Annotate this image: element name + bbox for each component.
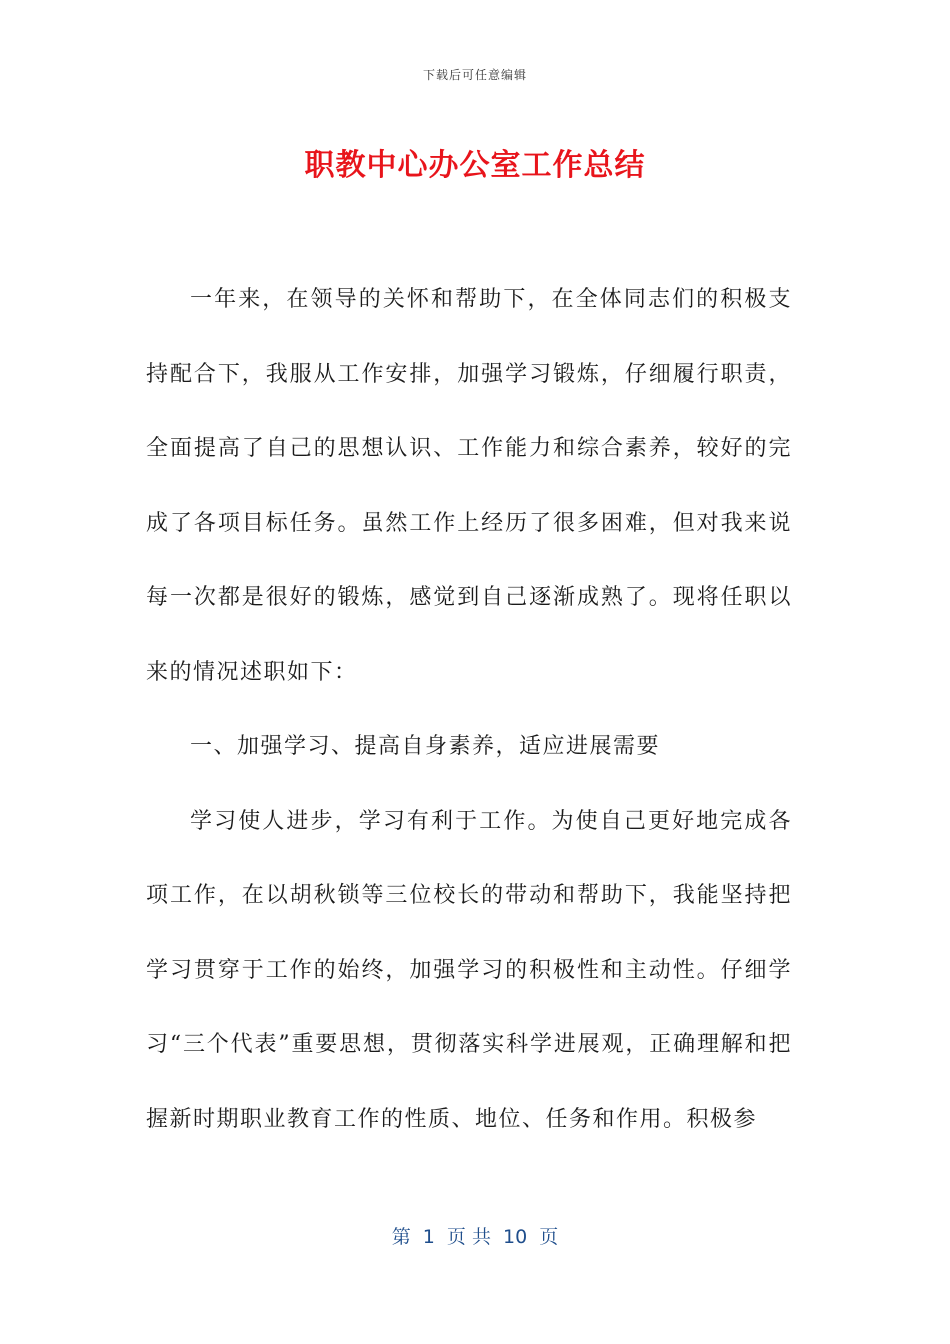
body-paragraph: 一年来，在领导的关怀和帮助下，在全体同志们的积极支持配合下，我服从工作安排，加强学习锻炼，仔细履行职责，全面提高了自己的思想认识、工作能力和综合素养，较好的完成了各项目标任务。虽然工作上经历了很多困难，但对我来说每一次都是很好的锻炼，感觉到自己逐渐成熟了。现将任职以来的情况述职如下： bbox=[146, 287, 792, 685]
section-heading: 一、加强学习、提高自身素养，适应进展需要 bbox=[190, 734, 661, 759]
body-paragraph: 学习使人进步，学习有利于工作。为使自己更好地完成各项工作，在以胡秋锁等三位校长的带动和帮助下，我能坚持把学习贯穿于工作的始终，加强学习的积极性和主动性。仔细学习“三个代表”重要思想，贯彻落实科学进展观，正确理解和把握新时期职业教育工作的性质、地位、任务和作用。积极参 bbox=[146, 808, 792, 1132]
page-footer: 第 1 页 共 10 页 bbox=[391, 1226, 559, 1248]
document-title: 职教中心办公室工作总结 bbox=[304, 148, 646, 183]
document-body bbox=[146, 263, 792, 1157]
page-header: 下载后可任意编辑 bbox=[422, 68, 527, 82]
